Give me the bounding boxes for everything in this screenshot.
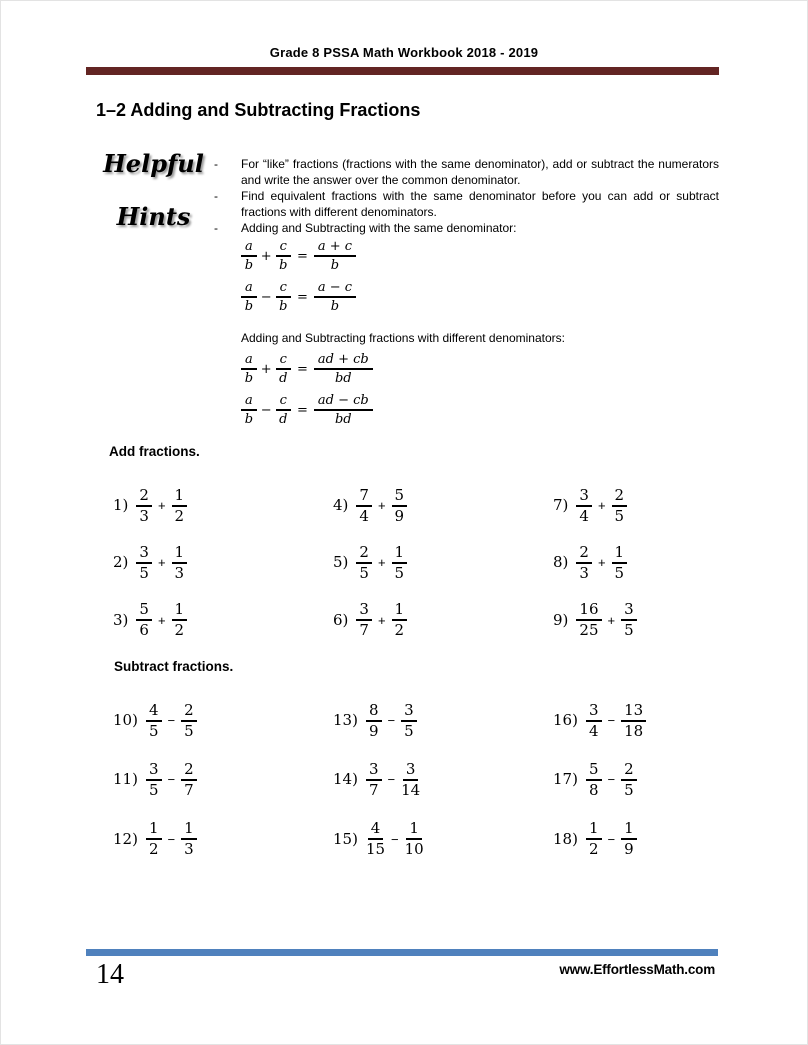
- numerator: c: [276, 352, 291, 370]
- numerator: 1: [406, 820, 422, 840]
- problem-number: 10): [113, 711, 138, 730]
- denominator: b: [244, 412, 254, 427]
- operator: −: [391, 831, 399, 847]
- bullet-dash: -: [214, 157, 218, 171]
- hint-text: Find equivalent fractions with the same denominator before you can add or subtract fractions with different denominators.: [241, 189, 719, 219]
- denominator: 5: [148, 780, 159, 799]
- page-header-title: Grade 8 PSSA Math Workbook 2018 - 2019: [269, 45, 539, 60]
- fraction-problem: [113, 477, 333, 534]
- fraction: [136, 544, 152, 582]
- numerator: 8: [366, 702, 382, 722]
- fraction: [576, 544, 592, 582]
- formula-equation: [241, 239, 719, 273]
- numerator: 5: [392, 487, 408, 507]
- fraction-problem: [553, 691, 773, 750]
- footer-rule: [86, 949, 718, 956]
- numerator: 4: [146, 702, 162, 722]
- fraction: [576, 601, 601, 639]
- header-rule: [86, 67, 719, 75]
- formula-equation: [241, 393, 719, 427]
- operator: +: [260, 248, 272, 264]
- numerator: 2: [181, 702, 197, 722]
- problem-number: 7): [553, 496, 569, 515]
- denominator: 2: [588, 840, 599, 859]
- numerator: c: [276, 280, 291, 298]
- fraction-problem: [333, 691, 553, 750]
- operator: +: [607, 612, 616, 628]
- fraction-problem: [333, 592, 553, 649]
- numerator: 3: [356, 601, 372, 621]
- fraction: [146, 761, 162, 799]
- operator: +: [157, 555, 166, 571]
- helpful-hints-label: [96, 149, 211, 231]
- hint-item: [214, 220, 719, 236]
- denominator: 5: [139, 563, 149, 582]
- numerator: ad + cb: [314, 352, 373, 370]
- hint-item: [214, 188, 719, 220]
- fraction: [181, 702, 197, 740]
- denominator: bd: [334, 371, 352, 386]
- numerator: c: [276, 393, 291, 411]
- operator: −: [167, 772, 176, 788]
- denominator: 2: [148, 840, 159, 859]
- denominator: 2: [394, 621, 405, 640]
- denominator: 9: [368, 721, 379, 740]
- formulas-same-denominator: [241, 239, 719, 314]
- numerator: a: [241, 352, 257, 370]
- numerator: 1: [172, 601, 188, 621]
- fraction: [276, 352, 291, 386]
- operator: −: [607, 713, 616, 729]
- operator: +: [377, 498, 386, 514]
- numerator: 2: [356, 544, 372, 564]
- denominator: b: [244, 258, 254, 273]
- fraction: [136, 487, 152, 525]
- operator: −: [260, 402, 272, 418]
- numerator: 3: [366, 761, 382, 781]
- denominator: bd: [334, 412, 352, 427]
- denominator: 5: [624, 621, 634, 640]
- fraction: [586, 820, 602, 858]
- hint-item: [214, 156, 719, 188]
- denominator: 5: [148, 721, 159, 740]
- denominator: 4: [579, 506, 589, 525]
- denominator: 3: [174, 563, 185, 582]
- fraction-problem: [333, 750, 553, 809]
- problem-number: 11): [113, 770, 138, 789]
- fraction: [356, 544, 372, 582]
- numerator: 1: [181, 820, 197, 840]
- problem-number: 9): [553, 610, 569, 629]
- equals-sign: =: [296, 361, 308, 377]
- denominator: b: [244, 299, 254, 314]
- numerator: 3: [136, 544, 152, 564]
- numerator: c: [276, 239, 291, 257]
- equals-sign: =: [296, 402, 308, 418]
- fraction: [136, 601, 152, 639]
- numerator: a: [241, 239, 257, 257]
- fraction: [314, 393, 373, 427]
- operator: +: [597, 555, 606, 571]
- denominator: d: [279, 371, 288, 386]
- fraction: [366, 761, 382, 799]
- numerator: 3: [576, 487, 592, 507]
- denominator: 9: [394, 506, 405, 525]
- add-problems-grid: [113, 477, 773, 649]
- fraction: [241, 393, 257, 427]
- operator: +: [377, 612, 386, 628]
- fraction: [276, 393, 291, 427]
- denominator: b: [279, 258, 288, 273]
- problem-number: 5): [333, 553, 349, 572]
- numerator: 1: [172, 544, 188, 564]
- numerator: 4: [368, 820, 384, 840]
- numerator: 1: [612, 544, 628, 564]
- numerator: 2: [621, 761, 637, 781]
- denominator: 10: [404, 840, 424, 859]
- fraction: [366, 702, 382, 740]
- fraction: [146, 820, 162, 858]
- fraction: [401, 761, 420, 799]
- operator: −: [387, 713, 396, 729]
- fraction: [314, 280, 356, 314]
- denominator: d: [279, 412, 288, 427]
- numerator: 3: [586, 702, 602, 722]
- numerator: 5: [586, 761, 602, 781]
- denominator: 3: [139, 506, 149, 525]
- fraction: [392, 544, 408, 582]
- fraction: [405, 820, 424, 858]
- fraction-problem: [113, 750, 333, 809]
- denominator: 7: [368, 780, 379, 799]
- numerator: 2: [576, 544, 592, 564]
- problem-number: 15): [333, 829, 358, 848]
- fraction-problem: [333, 534, 553, 591]
- subtract-fractions-heading: Subtract fractions.: [114, 659, 234, 674]
- fraction: [612, 487, 628, 525]
- fraction: [612, 544, 628, 582]
- equals-sign: =: [296, 248, 308, 264]
- denominator: 5: [614, 563, 625, 582]
- denominator: 5: [404, 721, 414, 740]
- hint-text: Adding and Subtracting with the same denominator:: [241, 221, 517, 235]
- fraction: [181, 761, 197, 799]
- denominator: b: [244, 371, 254, 386]
- fraction-problem: [113, 534, 333, 591]
- denominator: 3: [579, 563, 589, 582]
- problem-number: 1): [113, 496, 129, 515]
- numerator: 2: [136, 487, 152, 507]
- numerator: 16: [576, 601, 601, 621]
- numerator: 1: [586, 820, 602, 840]
- problem-number: 8): [553, 553, 569, 572]
- fraction: [241, 280, 257, 314]
- fraction: [172, 544, 188, 582]
- problem-number: 3): [113, 610, 129, 629]
- fraction-problem: [553, 534, 773, 591]
- bullet-dash: -: [214, 221, 218, 235]
- fraction: [401, 702, 417, 740]
- numerator: 3: [146, 761, 162, 781]
- operator: −: [607, 831, 616, 847]
- numerator: 1: [392, 601, 408, 621]
- different-denominators-label: Adding and Subtracting fractions with different denominators:: [241, 331, 565, 345]
- numerator: 3: [403, 761, 419, 781]
- denominator: 14: [401, 780, 421, 799]
- numerator: 2: [612, 487, 628, 507]
- fraction: [392, 601, 408, 639]
- numerator: a: [241, 393, 257, 411]
- fraction-problem: [553, 750, 773, 809]
- problem-number: 4): [333, 496, 349, 515]
- problem-number: 16): [553, 711, 578, 730]
- fraction-problem: [553, 477, 773, 534]
- problem-number: 12): [113, 829, 138, 848]
- numerator: 1: [621, 820, 637, 840]
- problem-number: 6): [333, 610, 349, 629]
- numerator: 1: [392, 544, 408, 564]
- operator: −: [387, 772, 396, 788]
- hint-text: For “like” fractions (fractions with the same denominator), add or subtract the numerators and write the answer over the common denominator.: [241, 157, 719, 187]
- operator: +: [157, 612, 166, 628]
- denominator: 5: [184, 721, 194, 740]
- fraction: [621, 820, 637, 858]
- numerator: 3: [401, 702, 417, 722]
- denominator: 5: [624, 780, 634, 799]
- fraction-problem: [113, 592, 333, 649]
- denominator: b: [330, 258, 340, 273]
- fraction: [621, 761, 637, 799]
- page-number: 14: [96, 959, 124, 990]
- add-fractions-heading: Add fractions.: [109, 444, 200, 459]
- denominator: 4: [359, 506, 369, 525]
- problem-number: 17): [553, 770, 578, 789]
- bullet-dash: -: [214, 189, 218, 203]
- fraction-problem: [553, 592, 773, 649]
- fraction: [356, 601, 372, 639]
- numerator: a: [241, 280, 257, 298]
- problem-number: 13): [333, 711, 358, 730]
- denominator: 3: [184, 840, 194, 859]
- lesson-title: 1–2 Adding and Subtracting Fractions: [96, 100, 421, 120]
- fraction: [621, 702, 646, 740]
- fraction: [241, 352, 257, 386]
- fraction: [146, 702, 162, 740]
- website-text: www.EffortlessMath.com: [559, 962, 715, 977]
- problem-number: 2): [113, 553, 129, 572]
- denominator: 2: [174, 621, 185, 640]
- fraction: [576, 487, 592, 525]
- operator: +: [597, 498, 606, 514]
- operator: −: [607, 772, 616, 788]
- denominator: 8: [588, 780, 599, 799]
- denominator: 5: [394, 563, 405, 582]
- fraction: [276, 239, 291, 273]
- numerator: a + c: [314, 239, 356, 257]
- denominator: 7: [359, 621, 369, 640]
- fraction: [366, 820, 385, 858]
- operator: +: [157, 498, 166, 514]
- fraction: [276, 280, 291, 314]
- fraction: [181, 820, 197, 858]
- denominator: 15: [365, 840, 386, 859]
- numerator: 5: [136, 601, 152, 621]
- numerator: 3: [621, 601, 637, 621]
- fraction-problem: [333, 810, 553, 869]
- numerator: 7: [356, 487, 372, 507]
- fraction: [586, 761, 602, 799]
- denominator: 7: [184, 780, 194, 799]
- problem-number: 14): [333, 770, 358, 789]
- denominator: 9: [624, 840, 634, 859]
- denominator: 5: [359, 563, 369, 582]
- hints-column: [214, 156, 719, 434]
- denominator: 6: [139, 621, 149, 640]
- formula-equation: [241, 352, 719, 386]
- fraction: [621, 601, 637, 639]
- fraction: [392, 487, 408, 525]
- fraction: [172, 487, 188, 525]
- fraction: [356, 487, 372, 525]
- formula-equation: [241, 280, 719, 314]
- fraction: [314, 352, 373, 386]
- denominator: 4: [588, 721, 599, 740]
- denominator: 25: [579, 621, 599, 640]
- numerator: ad − cb: [314, 393, 373, 411]
- numerator: 2: [181, 761, 197, 781]
- fraction: [241, 239, 257, 273]
- numerator: a − c: [314, 280, 356, 298]
- subtract-problems-grid: [113, 691, 773, 869]
- hints-list: [214, 156, 719, 236]
- fraction-problem: [333, 477, 553, 534]
- equals-sign: =: [296, 289, 308, 305]
- hints-word: Hints: [116, 202, 191, 231]
- helpful-word: Helpful: [103, 149, 204, 178]
- problem-number: 18): [553, 829, 578, 848]
- formulas-different-denominator: [241, 352, 719, 427]
- operator: −: [167, 831, 176, 847]
- fraction: [314, 239, 356, 273]
- denominator: 5: [614, 506, 625, 525]
- fraction: [586, 702, 602, 740]
- operator: +: [260, 361, 272, 377]
- numerator: 1: [172, 487, 188, 507]
- fraction-problem: [113, 810, 333, 869]
- numerator: 1: [146, 820, 162, 840]
- denominator: 2: [174, 506, 185, 525]
- fraction: [172, 601, 188, 639]
- fraction-problem: [113, 691, 333, 750]
- denominator: b: [330, 299, 340, 314]
- operator: −: [167, 713, 176, 729]
- numerator: 13: [621, 702, 646, 722]
- operator: +: [377, 555, 386, 571]
- denominator: b: [279, 299, 288, 314]
- denominator: 18: [624, 721, 644, 740]
- operator: −: [260, 289, 272, 305]
- fraction-problem: [553, 810, 773, 869]
